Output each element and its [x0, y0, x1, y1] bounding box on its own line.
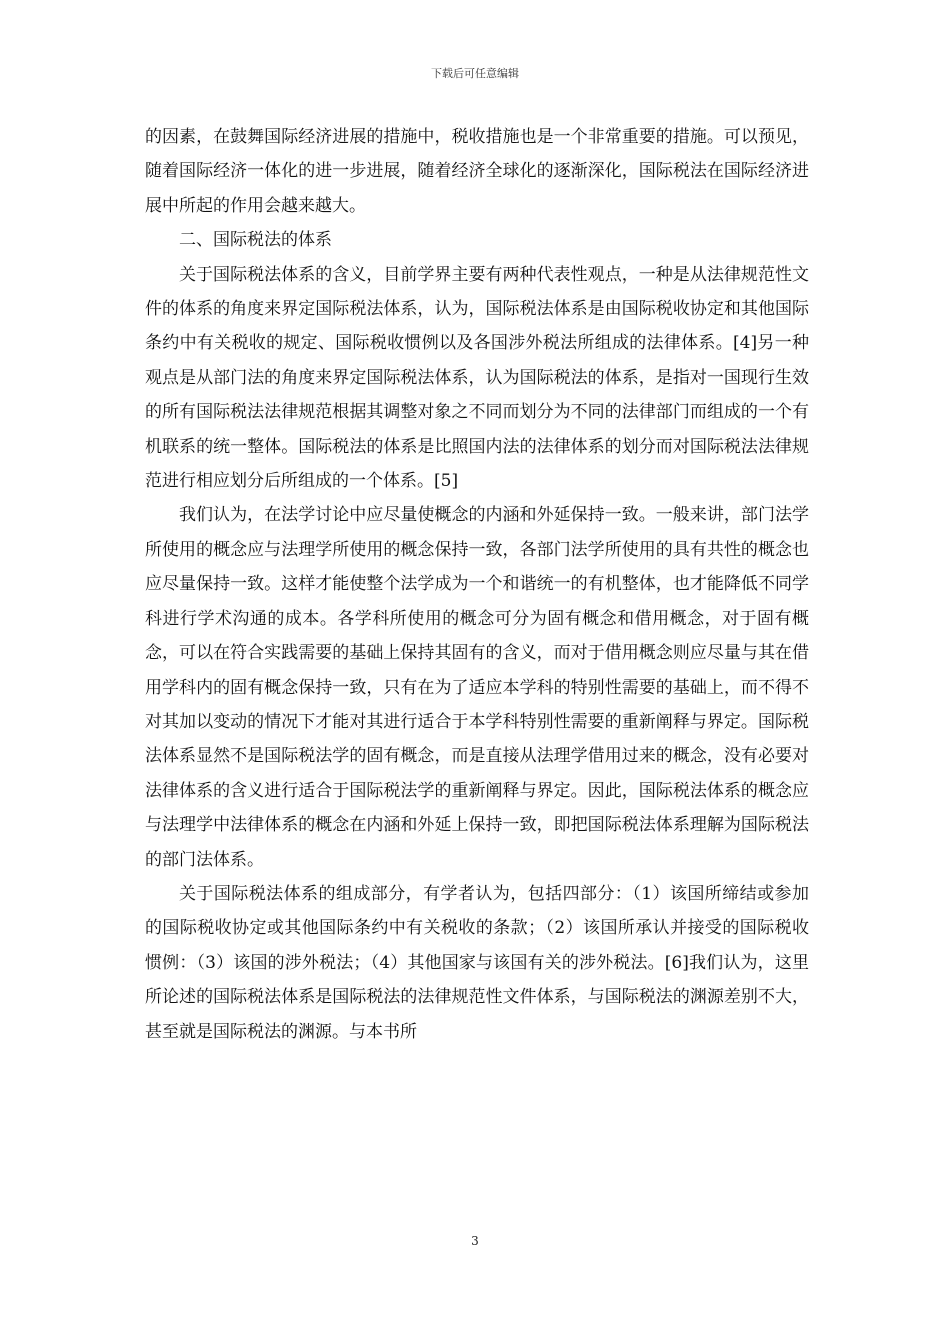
page-number: 3 [471, 1234, 479, 1248]
paragraph-3: 我们认为，在法学讨论中应尽量使概念的内涵和外延保持一致。一般来讲，部门法学所使用的概念应与法理学所使用的概念保持一致，各部门法学所使用的具有共性的概念也应尽量保持一致。这样才能使整个法学成为一个和谐统一的有机整体，也才能降低不同学科进行学术沟通的成本。各学科所使用的概念可分为固有概念和借用概念，对于固有概念，可以在符合实践需要的基础上保持其固有的含义，而对于借用概念则应尽量与其在借用学科内的固有概念保持一致，只有在为了适应本学科的特别性需要的基础上，而不得不对其加以变动的情况下才能对其进行适合于本学科特别性需要的重新阐释与界定。国际税法体系显然不是国际税法学的固有概念，而是直接从法理学借用过来的概念，没有必要对法律体系的含义进行适合于国际税法学的重新阐释与界定。因此，国际税法体系的概念应与法理学中法律体系的概念在内涵和外延上保持一致，即把国际税法体系理解为国际税法的部门法体系。 [145, 505, 809, 870]
paragraph-2: 关于国际税法体系的含义，目前学界主要有两种代表性观点，一种是从法律规范性文件的体系的角度来界定国际税法体系，认为，国际税法体系是由国际税收协定和其他国际条约中有关税收的规定、国际税收惯例以及各国涉外税法所组成的法律体系。[4]另一种观点是从部门法的角度来界定国际税法体系，认为国际税法的体系，是指对一国现行生效的所有国际税法法律规范根据其调整对象之不同而划分为不同的法律部门而组成的一个有机联系的统一整体。国际税法的体系是比照国内法的法律体系的划分而对国际税法法律规范进行相应划分后所组成的一个体系。[5] [145, 264, 809, 492]
page-header: 下载后可任意编辑 [431, 67, 519, 80]
document-body [145, 120, 809, 1049]
section-heading: 二、国际税法的体系 [179, 230, 332, 251]
paragraph-1: 的因素，在鼓舞国际经济进展的措施中，税收措施也是一个非常重要的措施。可以预见，随着国际经济一体化的进一步进展，随着经济全球化的逐渐深化，国际税法在国际经济进展中所起的作用会越来越大。 [145, 127, 809, 216]
paragraph-4: 关于国际税法体系的组成部分，有学者认为，包括四部分：（1）该国所缔结或参加的国际税收协定或其他国际条约中有关税收的条款；（2）该国所承认并接受的国际税收惯例：（3）该国的涉外税法；（4）其他国家与该国有关的涉外税法。[6]我们认为，这里所论述的国际税法体系是国际税法的法律规范性文件体系，与国际税法的渊源差别不大，甚至就是国际税法的渊源。与本书所 [145, 883, 809, 1042]
